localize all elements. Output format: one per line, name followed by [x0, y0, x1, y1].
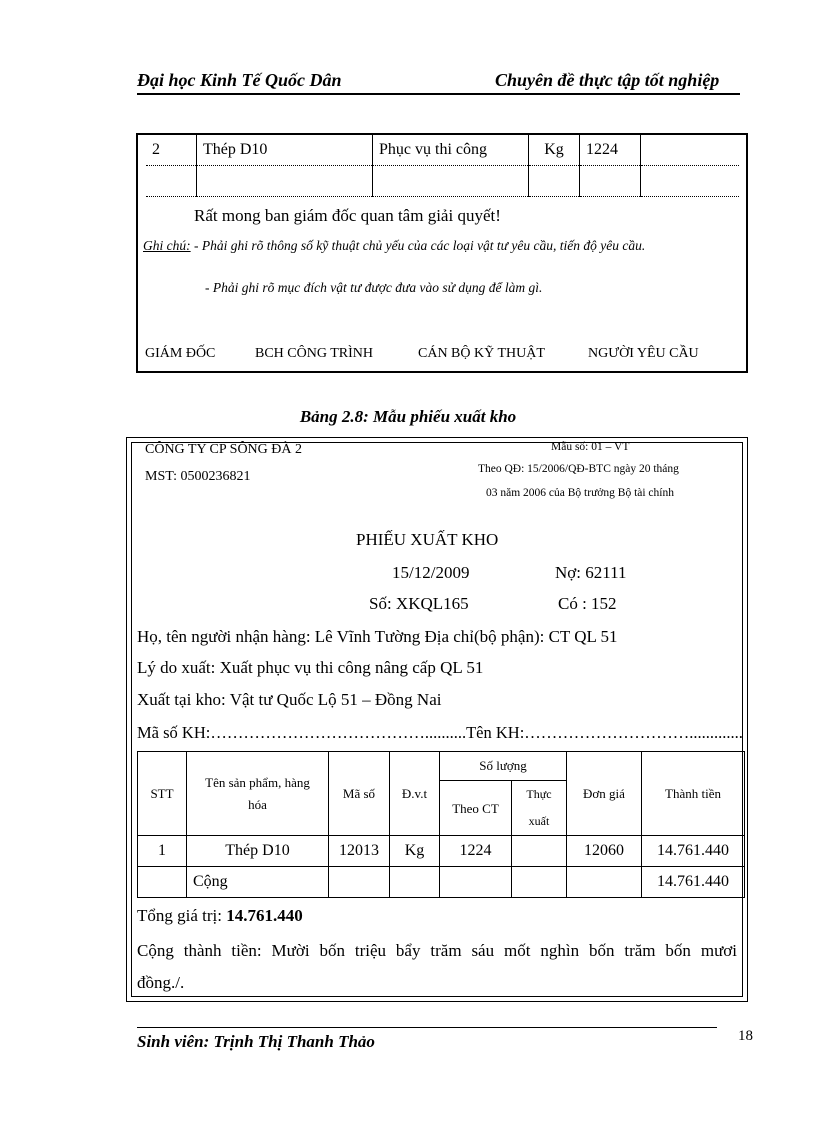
request-note — [143, 236, 741, 255]
footer-divider — [137, 1027, 717, 1028]
col-stt: STT — [138, 752, 187, 836]
student-name: Sinh viên: Trịnh Thị Thanh Thảo — [137, 1032, 375, 1051]
request-cell-unit: Kg — [529, 135, 580, 166]
col-qty-actual: Thực xuất — [512, 781, 567, 836]
cell-price: 12060 — [567, 836, 642, 867]
col-qty: Số lượng — [440, 752, 567, 781]
request-cell-material: Thép D10 — [197, 135, 373, 166]
grand-total-label: Tổng giá trị: — [137, 906, 222, 925]
signature-director: GIÁM ĐỐC — [145, 346, 216, 361]
cell-name: Thép D10 — [187, 836, 329, 867]
cell-qty-actual — [512, 836, 567, 867]
table-row — [138, 836, 745, 867]
col-qty-doc: Theo CT — [440, 781, 512, 836]
decision-ref-2: 03 năm 2006 của Bộ trưởng Bộ tài chính — [486, 487, 674, 499]
grand-total — [137, 906, 303, 926]
col-unit: Đ.v.t — [390, 752, 440, 836]
slip-credit: Có : 152 — [558, 594, 617, 613]
request-cell-qty: 1224 — [580, 135, 641, 166]
customer-line: Mã số KH:…………………………………..........Tên KH:…………………………............. — [137, 723, 743, 742]
total-amount: 14.761.440 — [642, 867, 745, 898]
cell-unit: Kg — [390, 836, 440, 867]
slip-date: 15/12/2009 — [392, 563, 470, 582]
note-text-2: - Phải ghi rõ mục đích vật tư được đưa vào sử dụng để làm gì. — [205, 280, 543, 295]
slip-number: Số: XKQL165 — [369, 594, 469, 613]
header-report-title: Chuyên đề thực tập tốt nghiệp — [495, 70, 720, 90]
warehouse-line: Xuất tại kho: Vật tư Quốc Lộ 51 – Đồng Nai — [137, 690, 442, 709]
form-number: Mẫu số: 01 – VT — [551, 441, 630, 453]
col-name: Tên sản phẩm, hàng hóa — [187, 752, 329, 836]
request-cell-purpose: Phục vụ thi công — [373, 135, 529, 166]
header-divider — [137, 93, 740, 95]
request-table — [146, 135, 739, 197]
total-label: Cộng — [187, 867, 329, 898]
company-name: CÔNG TY CP SÔNG ĐÀ 2 — [145, 442, 303, 457]
note-text-1: - Phải ghi rõ thông số kỹ thuật chủ yếu của các loại vật tư yêu cầu, tiến độ yêu cầu. — [190, 238, 646, 253]
request-cell-note — [641, 135, 740, 166]
cell-amount: 14.761.440 — [642, 836, 745, 867]
table-row — [146, 166, 739, 197]
cell-stt: 1 — [138, 836, 187, 867]
slip-debit: Nợ: 62111 — [555, 563, 627, 582]
reason-line: Lý do xuất: Xuất phục vụ thi công nâng cấp QL 51 — [137, 658, 484, 677]
signature-site-command: BCH CÔNG TRÌNH — [255, 346, 373, 361]
cell-qty-doc: 1224 — [440, 836, 512, 867]
table-caption: Bảng 2.8: Mẫu phiếu xuất kho — [299, 407, 517, 426]
decision-ref: Theo QĐ: 15/2006/QĐ-BTC ngày 20 tháng — [478, 463, 679, 475]
table-header-row — [138, 752, 745, 781]
total-row — [138, 867, 745, 898]
header-university: Đại học Kinh Tế Quốc Dân — [137, 70, 342, 90]
cell-code: 12013 — [329, 836, 390, 867]
table-row — [146, 135, 739, 166]
col-price: Đơn giá — [567, 752, 642, 836]
page-number: 18 — [738, 1028, 753, 1044]
receiver-line: Họ, tên người nhận hàng: Lê Vĩnh Tường Địa chỉ(bộ phận): CT QL 51 — [137, 627, 618, 646]
col-amount: Thành tiền — [642, 752, 745, 836]
signature-requester: NGƯỜI YÊU CẦU — [588, 346, 699, 361]
slip-title: PHIẾU XUẤT KHO — [356, 530, 499, 549]
grand-total-value: 14.761.440 — [226, 906, 303, 925]
request-plea: Rất mong ban giám đốc quan tâm giải quyết! — [194, 206, 501, 225]
signature-technician: CÁN BỘ KỸ THUẬT — [418, 346, 545, 361]
amount-in-words: Cộng thành tiền: Mười bốn triệu bẩy trăm sáu mốt nghìn bốn trăm bốn mươi đồng./. — [137, 941, 737, 992]
col-code: Mã số — [329, 752, 390, 836]
items-table — [137, 751, 745, 898]
note-label: Ghi chú: — [143, 238, 191, 253]
request-cell-stt: 2 — [146, 135, 197, 166]
tax-code: MST: 0500236821 — [145, 469, 251, 484]
